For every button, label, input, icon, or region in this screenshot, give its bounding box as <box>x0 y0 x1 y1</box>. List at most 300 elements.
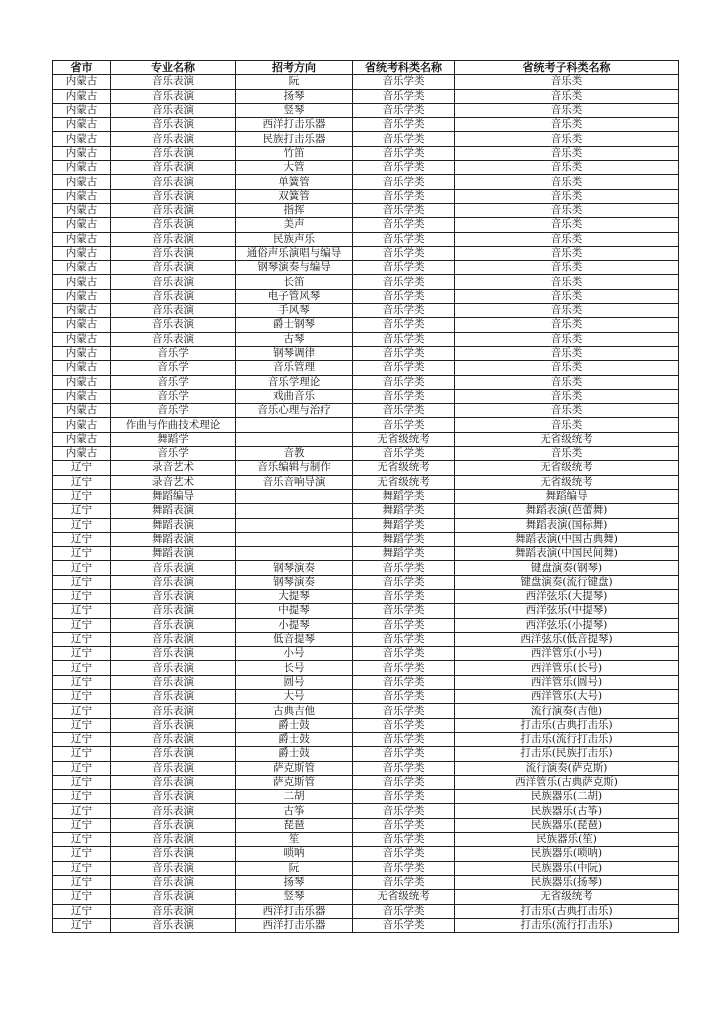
cell-direction <box>236 432 353 446</box>
cell-exam-category: 舞蹈学类 <box>353 532 455 546</box>
cell-province: 内蒙古 <box>53 75 111 89</box>
cell-province: 内蒙古 <box>53 246 111 260</box>
cell-province: 内蒙古 <box>53 361 111 375</box>
table-row <box>53 189 679 203</box>
header-direction: 招考方向 <box>236 61 353 75</box>
cell-major: 音乐表演 <box>111 833 236 847</box>
cell-exam-category: 音乐学类 <box>353 690 455 704</box>
cell-province: 辽宁 <box>53 890 111 904</box>
table-row <box>53 761 679 775</box>
cell-exam-subcategory: 西洋弦乐(小提琴) <box>455 618 679 632</box>
cell-direction: 爵士钢琴 <box>236 318 353 332</box>
table-row <box>53 203 679 217</box>
header-exam-category: 省统考科类名称 <box>353 61 455 75</box>
table-row <box>53 432 679 446</box>
cell-direction: 竹笛 <box>236 146 353 160</box>
cell-exam-category: 音乐学类 <box>353 589 455 603</box>
cell-direction: 古筝 <box>236 804 353 818</box>
cell-direction <box>236 518 353 532</box>
cell-direction: 竖琴 <box>236 890 353 904</box>
cell-direction: 音乐管理 <box>236 361 353 375</box>
cell-exam-category: 音乐学类 <box>353 804 455 818</box>
cell-exam-subcategory: 音乐类 <box>455 261 679 275</box>
cell-province: 辽宁 <box>53 732 111 746</box>
cell-exam-subcategory: 无省级统考 <box>455 432 679 446</box>
cell-direction: 古典吉他 <box>236 704 353 718</box>
cell-direction: 大号 <box>236 690 353 704</box>
cell-exam-subcategory: 民族器乐(二胡) <box>455 790 679 804</box>
table-row <box>53 589 679 603</box>
table-row <box>53 261 679 275</box>
cell-exam-category: 音乐学类 <box>353 161 455 175</box>
cell-exam-category: 音乐学类 <box>353 761 455 775</box>
table-row <box>53 132 679 146</box>
cell-major: 录音艺术 <box>111 461 236 475</box>
table-row <box>53 275 679 289</box>
cell-direction: 音教 <box>236 447 353 461</box>
cell-exam-subcategory: 音乐类 <box>455 218 679 232</box>
cell-exam-category: 音乐学类 <box>353 604 455 618</box>
cell-major: 音乐表演 <box>111 246 236 260</box>
table-row <box>53 318 679 332</box>
cell-major: 音乐表演 <box>111 675 236 689</box>
cell-exam-subcategory: 西洋管乐(圆号) <box>455 675 679 689</box>
table-row <box>53 375 679 389</box>
cell-exam-category: 音乐学类 <box>353 118 455 132</box>
cell-exam-subcategory: 音乐类 <box>455 175 679 189</box>
cell-major: 音乐表演 <box>111 847 236 861</box>
cell-province: 辽宁 <box>53 775 111 789</box>
cell-direction: 扬琴 <box>236 89 353 103</box>
table-row <box>53 718 679 732</box>
table-row <box>53 304 679 318</box>
table-row <box>53 661 679 675</box>
cell-province: 内蒙古 <box>53 346 111 360</box>
table-row <box>53 833 679 847</box>
cell-exam-category: 舞蹈学类 <box>353 489 455 503</box>
cell-exam-subcategory: 音乐类 <box>455 75 679 89</box>
cell-province: 辽宁 <box>53 875 111 889</box>
cell-exam-subcategory: 舞蹈表演(中国古典舞) <box>455 532 679 546</box>
cell-province: 辽宁 <box>53 461 111 475</box>
cell-major: 音乐学 <box>111 375 236 389</box>
cell-exam-subcategory: 打击乐(古典打击乐) <box>455 904 679 918</box>
table-row <box>53 918 679 932</box>
cell-major: 音乐表演 <box>111 289 236 303</box>
cell-province: 辽宁 <box>53 504 111 518</box>
cell-direction: 琵琶 <box>236 818 353 832</box>
cell-major: 舞蹈学 <box>111 432 236 446</box>
cell-exam-category: 无省级统考 <box>353 461 455 475</box>
cell-province: 内蒙古 <box>53 404 111 418</box>
cell-exam-category: 舞蹈学类 <box>353 504 455 518</box>
table-row <box>53 89 679 103</box>
table-row <box>53 161 679 175</box>
cell-direction: 小提琴 <box>236 618 353 632</box>
cell-direction <box>236 547 353 561</box>
table-row <box>53 518 679 532</box>
cell-major: 音乐表演 <box>111 904 236 918</box>
table-row <box>53 103 679 117</box>
table-row <box>53 346 679 360</box>
cell-exam-subcategory: 民族器乐(古筝) <box>455 804 679 818</box>
cell-major: 音乐表演 <box>111 647 236 661</box>
cell-province: 内蒙古 <box>53 304 111 318</box>
cell-exam-subcategory: 打击乐(流行打击乐) <box>455 732 679 746</box>
cell-major: 音乐表演 <box>111 261 236 275</box>
cell-major: 音乐表演 <box>111 161 236 175</box>
cell-exam-subcategory: 民族器乐(琵琶) <box>455 818 679 832</box>
cell-major: 音乐表演 <box>111 875 236 889</box>
cell-exam-category: 音乐学类 <box>353 332 455 346</box>
table-row <box>53 704 679 718</box>
table-row <box>53 618 679 632</box>
cell-major: 音乐表演 <box>111 718 236 732</box>
table-row <box>53 489 679 503</box>
cell-exam-category: 音乐学类 <box>353 875 455 889</box>
cell-exam-subcategory: 音乐类 <box>455 418 679 432</box>
table-row <box>53 775 679 789</box>
cell-province: 内蒙古 <box>53 146 111 160</box>
cell-province: 内蒙古 <box>53 375 111 389</box>
cell-exam-subcategory: 音乐类 <box>455 146 679 160</box>
cell-major: 音乐表演 <box>111 575 236 589</box>
cell-major: 音乐表演 <box>111 589 236 603</box>
cell-province: 辽宁 <box>53 790 111 804</box>
table-row <box>53 461 679 475</box>
cell-exam-subcategory: 打击乐(民族打击乐) <box>455 747 679 761</box>
cell-exam-subcategory: 音乐类 <box>455 346 679 360</box>
cell-province: 内蒙古 <box>53 318 111 332</box>
cell-exam-subcategory: 舞蹈表演(中国民间舞) <box>455 547 679 561</box>
cell-major: 音乐表演 <box>111 775 236 789</box>
cell-exam-category: 音乐学类 <box>353 718 455 732</box>
cell-province: 辽宁 <box>53 632 111 646</box>
cell-province: 辽宁 <box>53 804 111 818</box>
cell-exam-subcategory: 音乐类 <box>455 161 679 175</box>
table-row <box>53 861 679 875</box>
cell-direction: 阮 <box>236 75 353 89</box>
cell-major: 音乐学 <box>111 404 236 418</box>
cell-direction: 西洋打击乐器 <box>236 904 353 918</box>
cell-major: 音乐表演 <box>111 203 236 217</box>
cell-exam-category: 音乐学类 <box>353 918 455 932</box>
header-exam-subcategory: 省统考子科类名称 <box>455 61 679 75</box>
cell-exam-subcategory: 键盘演奏(流行键盘) <box>455 575 679 589</box>
table-row <box>53 904 679 918</box>
cell-province: 内蒙古 <box>53 161 111 175</box>
cell-exam-subcategory: 民族器乐(唢呐) <box>455 847 679 861</box>
cell-direction: 音乐音响导演 <box>236 475 353 489</box>
cell-exam-category: 音乐学类 <box>353 833 455 847</box>
table-row <box>53 389 679 403</box>
cell-exam-category: 音乐学类 <box>353 704 455 718</box>
cell-major: 音乐表演 <box>111 75 236 89</box>
cell-direction: 大管 <box>236 161 353 175</box>
cell-exam-category: 音乐学类 <box>353 103 455 117</box>
cell-direction: 单簧管 <box>236 175 353 189</box>
cell-province: 内蒙古 <box>53 389 111 403</box>
admissions-table-sheet <box>52 60 678 933</box>
cell-exam-category: 音乐学类 <box>353 861 455 875</box>
cell-province: 辽宁 <box>53 833 111 847</box>
cell-province: 内蒙古 <box>53 218 111 232</box>
cell-direction <box>236 489 353 503</box>
cell-major: 音乐表演 <box>111 89 236 103</box>
cell-direction: 西洋打击乐器 <box>236 918 353 932</box>
cell-province: 内蒙古 <box>53 132 111 146</box>
cell-major: 音乐表演 <box>111 561 236 575</box>
cell-major: 音乐表演 <box>111 318 236 332</box>
cell-exam-subcategory: 音乐类 <box>455 89 679 103</box>
cell-province: 内蒙古 <box>53 89 111 103</box>
cell-province: 辽宁 <box>53 604 111 618</box>
table-row <box>53 232 679 246</box>
cell-province: 辽宁 <box>53 704 111 718</box>
cell-direction: 手风琴 <box>236 304 353 318</box>
cell-exam-category: 音乐学类 <box>353 289 455 303</box>
cell-exam-subcategory: 西洋弦乐(大提琴) <box>455 589 679 603</box>
cell-major: 音乐表演 <box>111 761 236 775</box>
cell-exam-category: 音乐学类 <box>353 847 455 861</box>
cell-major: 作曲与作曲技术理论 <box>111 418 236 432</box>
cell-exam-category: 音乐学类 <box>353 389 455 403</box>
cell-exam-category: 音乐学类 <box>353 75 455 89</box>
cell-exam-subcategory: 西洋管乐(大号) <box>455 690 679 704</box>
cell-exam-category: 音乐学类 <box>353 418 455 432</box>
cell-direction: 竖琴 <box>236 103 353 117</box>
header-province: 省市 <box>53 61 111 75</box>
cell-exam-category: 音乐学类 <box>353 304 455 318</box>
cell-province: 内蒙古 <box>53 261 111 275</box>
table-row <box>53 804 679 818</box>
cell-direction: 指挥 <box>236 203 353 217</box>
cell-major: 音乐表演 <box>111 704 236 718</box>
cell-exam-subcategory: 音乐类 <box>455 289 679 303</box>
cell-direction: 音乐编辑与制作 <box>236 461 353 475</box>
cell-exam-subcategory: 民族器乐(扬琴) <box>455 875 679 889</box>
table-row <box>53 175 679 189</box>
cell-direction: 圆号 <box>236 675 353 689</box>
cell-exam-subcategory: 无省级统考 <box>455 890 679 904</box>
cell-major: 音乐表演 <box>111 804 236 818</box>
cell-exam-subcategory: 民族器乐(中阮) <box>455 861 679 875</box>
cell-direction: 戏曲音乐 <box>236 389 353 403</box>
cell-major: 音乐表演 <box>111 918 236 932</box>
cell-direction: 钢琴演奏 <box>236 561 353 575</box>
cell-major: 音乐表演 <box>111 618 236 632</box>
cell-province: 内蒙古 <box>53 332 111 346</box>
cell-exam-category: 无省级统考 <box>353 475 455 489</box>
cell-province: 辽宁 <box>53 618 111 632</box>
cell-major: 音乐表演 <box>111 275 236 289</box>
cell-direction: 音乐学理论 <box>236 375 353 389</box>
cell-exam-subcategory: 音乐类 <box>455 304 679 318</box>
cell-province: 辽宁 <box>53 575 111 589</box>
cell-province: 辽宁 <box>53 547 111 561</box>
cell-exam-subcategory: 西洋弦乐(低音提琴) <box>455 632 679 646</box>
table-row <box>53 504 679 518</box>
cell-exam-subcategory: 西洋管乐(小号) <box>455 647 679 661</box>
cell-major: 音乐表演 <box>111 103 236 117</box>
table-row <box>53 218 679 232</box>
cell-major: 音乐表演 <box>111 690 236 704</box>
cell-direction: 美声 <box>236 218 353 232</box>
cell-exam-subcategory: 流行演奏(萨克斯) <box>455 761 679 775</box>
cell-direction: 爵士鼓 <box>236 732 353 746</box>
cell-exam-category: 音乐学类 <box>353 203 455 217</box>
cell-direction: 民族打击乐器 <box>236 132 353 146</box>
cell-major: 舞蹈编导 <box>111 489 236 503</box>
cell-direction: 二胡 <box>236 790 353 804</box>
cell-direction <box>236 504 353 518</box>
cell-exam-category: 舞蹈学类 <box>353 547 455 561</box>
cell-province: 内蒙古 <box>53 432 111 446</box>
cell-province: 辽宁 <box>53 561 111 575</box>
cell-exam-subcategory: 音乐类 <box>455 246 679 260</box>
cell-exam-subcategory: 打击乐(流行打击乐) <box>455 918 679 932</box>
cell-major: 音乐表演 <box>111 818 236 832</box>
cell-exam-category: 音乐学类 <box>353 146 455 160</box>
table-body <box>53 75 679 933</box>
cell-province: 内蒙古 <box>53 175 111 189</box>
cell-exam-category: 音乐学类 <box>353 775 455 789</box>
cell-exam-category: 音乐学类 <box>353 632 455 646</box>
cell-province: 辽宁 <box>53 475 111 489</box>
cell-exam-category: 音乐学类 <box>353 246 455 260</box>
cell-exam-category: 音乐学类 <box>353 175 455 189</box>
table-row <box>53 790 679 804</box>
cell-exam-subcategory: 音乐类 <box>455 189 679 203</box>
cell-exam-category: 音乐学类 <box>353 375 455 389</box>
cell-exam-category: 音乐学类 <box>353 561 455 575</box>
cell-exam-category: 音乐学类 <box>353 261 455 275</box>
cell-province: 辽宁 <box>53 489 111 503</box>
cell-direction: 古琴 <box>236 332 353 346</box>
cell-exam-subcategory: 音乐类 <box>455 404 679 418</box>
cell-exam-subcategory: 音乐类 <box>455 103 679 117</box>
cell-exam-subcategory: 舞蹈表演(芭蕾舞) <box>455 504 679 518</box>
cell-exam-subcategory: 音乐类 <box>455 232 679 246</box>
table-row <box>53 547 679 561</box>
cell-exam-subcategory: 键盘演奏(钢琴) <box>455 561 679 575</box>
cell-major: 音乐表演 <box>111 890 236 904</box>
cell-direction: 西洋打击乐器 <box>236 118 353 132</box>
cell-direction: 长笛 <box>236 275 353 289</box>
cell-direction: 钢琴演奏与编导 <box>236 261 353 275</box>
header-major: 专业名称 <box>111 61 236 75</box>
cell-exam-subcategory: 音乐类 <box>455 361 679 375</box>
cell-exam-subcategory: 西洋弦乐(中提琴) <box>455 604 679 618</box>
table-row <box>53 604 679 618</box>
table-row <box>53 675 679 689</box>
table-row <box>53 418 679 432</box>
cell-major: 音乐表演 <box>111 632 236 646</box>
cell-major: 音乐表演 <box>111 332 236 346</box>
cell-exam-category: 音乐学类 <box>353 318 455 332</box>
cell-direction: 长号 <box>236 661 353 675</box>
cell-direction <box>236 532 353 546</box>
cell-major: 音乐学 <box>111 346 236 360</box>
cell-province: 辽宁 <box>53 918 111 932</box>
cell-exam-subcategory: 无省级统考 <box>455 461 679 475</box>
cell-exam-subcategory: 舞蹈编导 <box>455 489 679 503</box>
cell-major: 音乐表演 <box>111 175 236 189</box>
cell-province: 辽宁 <box>53 747 111 761</box>
cell-major: 音乐表演 <box>111 790 236 804</box>
cell-exam-category: 音乐学类 <box>353 618 455 632</box>
cell-direction: 音乐心理与治疗 <box>236 404 353 418</box>
cell-exam-category: 音乐学类 <box>353 346 455 360</box>
cell-province: 辽宁 <box>53 532 111 546</box>
cell-exam-subcategory: 音乐类 <box>455 275 679 289</box>
table-row <box>53 847 679 861</box>
cell-exam-category: 音乐学类 <box>353 904 455 918</box>
cell-direction: 扬琴 <box>236 875 353 889</box>
cell-major: 音乐表演 <box>111 604 236 618</box>
cell-direction: 小号 <box>236 647 353 661</box>
cell-exam-category: 音乐学类 <box>353 275 455 289</box>
cell-direction: 钢琴演奏 <box>236 575 353 589</box>
table-row <box>53 732 679 746</box>
cell-major: 音乐学 <box>111 447 236 461</box>
cell-exam-subcategory: 音乐类 <box>455 203 679 217</box>
cell-major: 音乐表演 <box>111 304 236 318</box>
cell-major: 音乐表演 <box>111 861 236 875</box>
admissions-table <box>52 60 679 933</box>
cell-exam-category: 无省级统考 <box>353 432 455 446</box>
cell-exam-category: 音乐学类 <box>353 747 455 761</box>
cell-major: 舞蹈表演 <box>111 504 236 518</box>
cell-direction: 钢琴调律 <box>236 346 353 360</box>
cell-province: 内蒙古 <box>53 118 111 132</box>
cell-direction <box>236 418 353 432</box>
cell-exam-category: 音乐学类 <box>353 89 455 103</box>
cell-direction: 萨克斯管 <box>236 761 353 775</box>
cell-exam-category: 音乐学类 <box>353 647 455 661</box>
table-row <box>53 447 679 461</box>
table-row <box>53 118 679 132</box>
cell-major: 音乐学 <box>111 389 236 403</box>
cell-province: 辽宁 <box>53 761 111 775</box>
header-row <box>53 61 679 75</box>
cell-exam-category: 音乐学类 <box>353 661 455 675</box>
cell-province: 内蒙古 <box>53 189 111 203</box>
cell-direction: 笙 <box>236 833 353 847</box>
cell-major: 音乐表演 <box>111 232 236 246</box>
cell-exam-subcategory: 音乐类 <box>455 118 679 132</box>
cell-direction: 双簧管 <box>236 189 353 203</box>
cell-province: 辽宁 <box>53 847 111 861</box>
table-row <box>53 818 679 832</box>
cell-major: 音乐表演 <box>111 146 236 160</box>
cell-province: 内蒙古 <box>53 418 111 432</box>
cell-province: 内蒙古 <box>53 289 111 303</box>
cell-direction: 通俗声乐演唱与编导 <box>236 246 353 260</box>
cell-direction: 低音提琴 <box>236 632 353 646</box>
cell-exam-category: 音乐学类 <box>353 790 455 804</box>
cell-exam-category: 音乐学类 <box>353 575 455 589</box>
cell-major: 舞蹈表演 <box>111 532 236 546</box>
cell-direction: 民族声乐 <box>236 232 353 246</box>
cell-exam-subcategory: 西洋管乐(古典萨克斯) <box>455 775 679 789</box>
cell-direction: 阮 <box>236 861 353 875</box>
table-row <box>53 361 679 375</box>
table-row <box>53 561 679 575</box>
cell-province: 内蒙古 <box>53 447 111 461</box>
cell-exam-subcategory: 民族器乐(笙) <box>455 833 679 847</box>
cell-direction: 电子管风琴 <box>236 289 353 303</box>
